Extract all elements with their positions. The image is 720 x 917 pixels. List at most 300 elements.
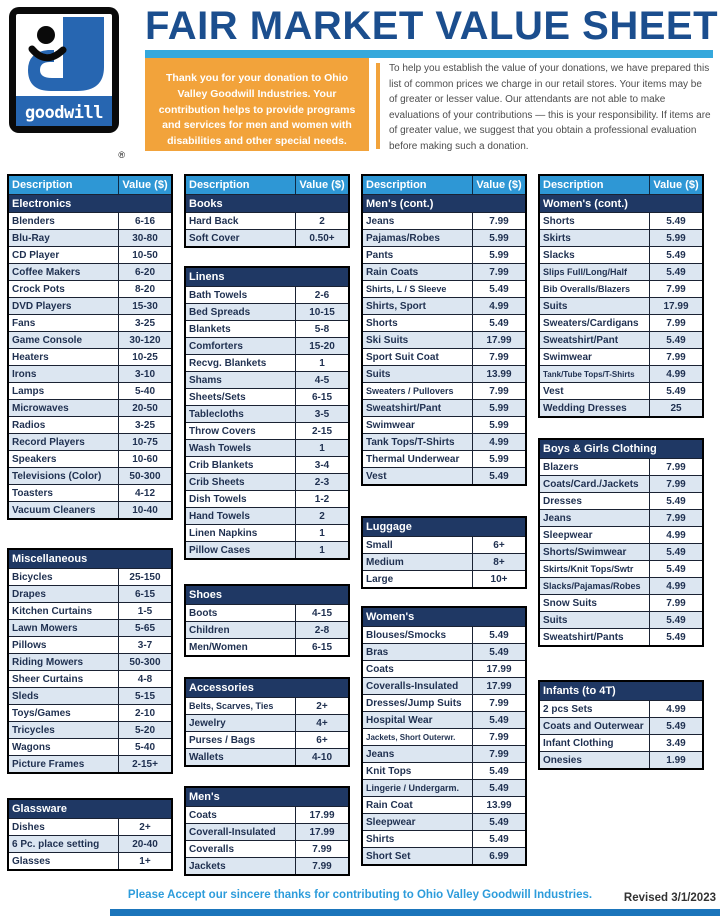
item-description: Microwaves	[12, 402, 69, 414]
item-description: Pants	[366, 249, 394, 261]
item-value: 6-16	[118, 213, 171, 229]
item-description: Wedding Dresses	[543, 402, 627, 414]
item-value: 17.99	[472, 661, 525, 677]
item-value: 4.99	[649, 578, 702, 594]
item-description: Bicycles	[12, 571, 53, 583]
table-row	[363, 382, 525, 399]
item-description: Coats	[189, 809, 217, 821]
item-value: 5.49	[649, 629, 702, 645]
item-value: 5.49	[472, 468, 525, 484]
item-description: Blenders	[12, 215, 55, 227]
table-row	[9, 755, 171, 772]
table-row	[363, 365, 525, 382]
item-value: 17.99	[472, 332, 525, 348]
item-description: Coveralls	[189, 843, 235, 855]
section-header: Electronics	[9, 194, 171, 212]
table-boys-girls-clothing	[538, 438, 704, 647]
item-description: Dish Towels	[189, 493, 247, 505]
item-description: Hard Back	[189, 215, 239, 227]
table-row	[363, 433, 525, 450]
table-luggage	[361, 516, 527, 589]
table-row	[186, 823, 348, 840]
table-row	[9, 467, 171, 484]
table-row	[186, 303, 348, 320]
table-row	[9, 297, 171, 314]
table-row	[9, 852, 171, 869]
table-row	[540, 526, 702, 543]
item-value: 1	[295, 440, 348, 456]
item-description: Sheets/Sets	[189, 391, 246, 403]
item-description: Infant Clothing	[543, 737, 614, 749]
table-row	[540, 314, 702, 331]
item-value: 4.99	[472, 298, 525, 314]
item-value: 5.49	[472, 712, 525, 728]
item-description: Sweaters/Cardigans	[543, 317, 639, 329]
table-row	[186, 857, 348, 874]
column-header-description: Description	[189, 179, 250, 191]
item-value: 5.49	[649, 612, 702, 628]
table-row	[540, 700, 702, 717]
table-row	[186, 806, 348, 823]
item-value: 7.99	[649, 349, 702, 365]
item-value: 10-75	[118, 434, 171, 450]
item-value: 30-80	[118, 230, 171, 246]
item-value: 4-10	[295, 749, 348, 765]
item-value: 7.99	[472, 746, 525, 762]
item-value: 4.99	[649, 527, 702, 543]
item-description: Jeans	[543, 512, 572, 524]
item-value: 5.49	[649, 332, 702, 348]
table-books	[184, 174, 350, 248]
item-description: Shams	[189, 374, 222, 386]
item-value: 30-120	[118, 332, 171, 348]
footer	[0, 885, 720, 903]
item-value: 6-20	[118, 264, 171, 280]
table-row	[540, 263, 702, 280]
item-description: Ski Suits	[366, 334, 409, 346]
table-row	[363, 830, 525, 847]
item-value: 7.99	[295, 841, 348, 857]
table-row	[186, 748, 348, 765]
table-infants-to-4t	[538, 680, 704, 770]
table-row	[540, 628, 702, 645]
goodwill-logo	[7, 5, 125, 160]
item-value: 6-15	[295, 389, 348, 405]
table-row	[540, 717, 702, 734]
item-description: DVD Players	[12, 300, 72, 312]
page-title: FAIR MARKET VALUE SHEET	[145, 4, 719, 48]
item-description: Speakers	[12, 453, 57, 465]
item-value: 7.99	[472, 383, 525, 399]
table-row	[186, 456, 348, 473]
table-row	[186, 405, 348, 422]
table-row	[9, 382, 171, 399]
item-value: 2+	[118, 819, 171, 835]
goodwill-g-smiley-icon	[7, 5, 121, 135]
item-description: Tank/Tube Tops/T-Shirts	[543, 369, 635, 379]
item-value: 3-25	[118, 315, 171, 331]
item-value: 1-2	[295, 491, 348, 507]
item-description: Toys/Games	[12, 707, 71, 719]
column-header-value: Value ($)	[649, 176, 702, 194]
item-description: Thermal Underwear	[366, 453, 460, 465]
section-header: Glassware	[9, 800, 171, 818]
item-value: 8-20	[118, 281, 171, 297]
item-value: 5.49	[649, 247, 702, 263]
item-description: Bath Towels	[189, 289, 248, 301]
title-underline	[145, 50, 713, 58]
table-row	[363, 711, 525, 728]
table-row	[9, 568, 171, 585]
item-description: Shorts	[543, 215, 575, 227]
table-women-s	[361, 606, 527, 866]
table-row	[363, 399, 525, 416]
item-value: 7.99	[649, 595, 702, 611]
item-value: 7.99	[649, 476, 702, 492]
section-header: Linens	[186, 268, 348, 286]
item-description: Soft Cover	[189, 232, 240, 244]
table-row	[9, 450, 171, 467]
item-description: Boots	[189, 607, 218, 619]
table-row	[9, 484, 171, 501]
item-value: 5.99	[472, 230, 525, 246]
item-description: Jeans	[366, 215, 395, 227]
table-row	[186, 621, 348, 638]
table-row	[363, 246, 525, 263]
item-value: 3-10	[118, 366, 171, 382]
item-value: 4+	[295, 715, 348, 731]
item-value: 17.99	[295, 824, 348, 840]
table-row	[186, 212, 348, 229]
item-value: 7.99	[472, 695, 525, 711]
item-description: Dresses	[543, 495, 582, 507]
header	[0, 0, 720, 160]
item-description: Dishes	[12, 821, 45, 833]
table-row	[363, 297, 525, 314]
item-value: 1	[295, 525, 348, 541]
table-row	[363, 536, 525, 553]
item-value: 5.99	[472, 417, 525, 433]
item-description: Fans	[12, 317, 36, 329]
item-description: Large	[366, 573, 394, 585]
section-header: Men's (cont.)	[363, 194, 525, 212]
item-value: 5.49	[649, 383, 702, 399]
item-description: Medium	[366, 556, 404, 568]
table-row	[9, 721, 171, 738]
column-header-description: Description	[366, 179, 427, 191]
item-value: 1	[295, 355, 348, 371]
table-row	[9, 619, 171, 636]
item-value: 7.99	[295, 858, 348, 874]
table-column-headers	[363, 176, 525, 194]
item-description: Snow Suits	[543, 597, 597, 609]
header-right	[145, 4, 719, 154]
item-description: Radios	[12, 419, 46, 431]
table-row	[186, 354, 348, 371]
item-value: 4-5	[295, 372, 348, 388]
item-description: Pillows	[12, 639, 47, 651]
item-value: 1	[295, 542, 348, 558]
item-value: 50-300	[118, 654, 171, 670]
section-header: Women's	[363, 608, 525, 626]
item-value: 4-15	[295, 605, 348, 621]
section-header: Men's	[186, 788, 348, 806]
table-row	[186, 286, 348, 303]
tables-column-4	[538, 174, 704, 770]
tables-column-1	[7, 174, 173, 871]
table-row	[9, 348, 171, 365]
item-value: 5-15	[118, 688, 171, 704]
item-description: Kitchen Curtains	[12, 605, 93, 617]
item-description: Coats	[366, 663, 394, 675]
item-description: Shirts, Sport	[366, 300, 427, 312]
item-value: 20-50	[118, 400, 171, 416]
intro-row	[145, 58, 713, 154]
item-description: Sweatshirt/Pants	[543, 631, 624, 643]
item-description: Onesies	[543, 754, 582, 766]
table-row	[540, 458, 702, 475]
item-value: 7.99	[472, 213, 525, 229]
item-description: Coffee Makers	[12, 266, 81, 278]
item-value: 5.49	[649, 561, 702, 577]
item-value: 2-3	[295, 474, 348, 490]
table-row	[363, 626, 525, 643]
item-description: Bib Overalls/Blazers	[543, 284, 631, 294]
item-value: 7.99	[649, 510, 702, 526]
item-description: Purses / Bags	[189, 734, 256, 746]
item-description: Hospital Wear	[366, 714, 433, 726]
table-row	[363, 467, 525, 484]
table-women-s-cont	[538, 174, 704, 418]
item-description: Sheer Curtains	[12, 673, 84, 685]
table-row	[540, 365, 702, 382]
table-row	[363, 553, 525, 570]
item-value: 5-40	[118, 383, 171, 399]
item-description: Heaters	[12, 351, 49, 363]
item-value: 5.99	[649, 230, 702, 246]
item-description: Short Set	[366, 850, 411, 862]
item-description: 2 pcs Sets	[543, 703, 593, 715]
item-description: Sleepwear	[543, 529, 593, 541]
item-description: Swimwear	[366, 419, 415, 431]
item-value: 8+	[472, 554, 525, 570]
item-description: Comforters	[189, 340, 243, 352]
item-description: Sport Suit Coat	[366, 351, 439, 363]
item-value: 2-8	[295, 622, 348, 638]
item-description: Rain Coats	[366, 266, 419, 278]
item-description: Linen Napkins	[189, 527, 258, 539]
item-description: Men/Women	[189, 641, 248, 653]
item-value: 4.99	[649, 366, 702, 382]
item-description: Game Console	[12, 334, 83, 346]
table-row	[540, 543, 702, 560]
table-column-headers	[9, 176, 171, 194]
table-row	[9, 636, 171, 653]
table-shoes	[184, 584, 350, 657]
column-header-description: Description	[12, 179, 73, 191]
item-description: Crib Blankets	[189, 459, 254, 471]
item-description: Vacuum Cleaners	[12, 504, 96, 516]
item-value: 5.49	[472, 315, 525, 331]
item-value: 10-50	[118, 247, 171, 263]
item-value: 13.99	[472, 797, 525, 813]
table-row	[363, 280, 525, 297]
table-row	[363, 728, 525, 745]
item-description: 6 Pc. place setting	[12, 838, 100, 850]
table-row	[540, 751, 702, 768]
table-row	[9, 331, 171, 348]
table-electronics	[7, 174, 173, 520]
item-description: Sleds	[12, 690, 39, 702]
table-row	[186, 714, 348, 731]
item-value: 5.49	[649, 213, 702, 229]
section-header: Accessories	[186, 679, 348, 697]
tables-column-2	[184, 174, 350, 876]
table-row	[540, 212, 702, 229]
item-value: 7.99	[649, 281, 702, 297]
item-description: Throw Covers	[189, 425, 256, 437]
item-value: 5.49	[472, 814, 525, 830]
item-description: Bed Spreads	[189, 306, 251, 318]
table-row	[540, 229, 702, 246]
table-row	[186, 473, 348, 490]
item-description: Drapes	[12, 588, 46, 600]
item-value: 13.99	[472, 366, 525, 382]
table-miscellaneous	[7, 548, 173, 774]
section-header: Women's (cont.)	[540, 194, 702, 212]
item-description: Lamps	[12, 385, 45, 397]
table-row	[363, 813, 525, 830]
item-value: 10-40	[118, 502, 171, 518]
item-description: Skirts/Knit Tops/Swtr	[543, 564, 634, 574]
item-description: Wallets	[189, 751, 224, 763]
table-row	[540, 348, 702, 365]
tables-grid	[0, 174, 720, 876]
goodwill-wordmark: goodwill	[25, 103, 103, 123]
intro-paragraph: To help you establish the value of your donations, we have prepared this list of common prices we charge in our retail stores. Your items may be of greater or lesser value. Our attendants are not able to make evaluations of your contributions — this is your responsibility. If items are of greater value, we suggest that you obtain a professional evaluation before making such a donation.	[389, 63, 711, 152]
item-value: 7.99	[472, 349, 525, 365]
table-row	[363, 570, 525, 587]
item-value: 6+	[295, 732, 348, 748]
item-description: Knit Tops	[366, 765, 412, 777]
table-row	[186, 507, 348, 524]
item-value: 2	[295, 213, 348, 229]
item-description: Sleepwear	[366, 816, 416, 828]
item-description: Coats and Outerwear	[543, 720, 644, 732]
item-value: 7.99	[649, 315, 702, 331]
item-value: 10+	[472, 571, 525, 587]
item-value: 5.49	[472, 627, 525, 643]
item-value: 5-8	[295, 321, 348, 337]
item-description: Lawn Mowers	[12, 622, 78, 634]
table-row	[363, 847, 525, 864]
item-value: 5.49	[649, 264, 702, 280]
item-description: Hand Towels	[189, 510, 250, 522]
table-row	[9, 501, 171, 518]
table-row	[9, 670, 171, 687]
table-row	[363, 745, 525, 762]
table-row	[363, 331, 525, 348]
item-value: 6.99	[472, 848, 525, 864]
table-row	[9, 229, 171, 246]
table-glassware	[7, 798, 173, 871]
table-row	[9, 399, 171, 416]
item-value: 50-300	[118, 468, 171, 484]
item-description: Shorts	[366, 317, 398, 329]
table-row	[540, 382, 702, 399]
registered-trademark-mark: ®	[118, 150, 125, 160]
item-value: 20-40	[118, 836, 171, 852]
item-description: Shirts	[366, 833, 395, 845]
table-accessories	[184, 677, 350, 767]
item-description: Televisions (Color)	[12, 470, 102, 482]
table-row	[186, 731, 348, 748]
table-row	[540, 577, 702, 594]
item-description: Suits	[543, 614, 568, 626]
item-value: 5-20	[118, 722, 171, 738]
item-value: 2+	[295, 698, 348, 714]
item-value: 3-5	[295, 406, 348, 422]
item-value: 2	[295, 508, 348, 524]
table-row	[540, 399, 702, 416]
table-row	[540, 246, 702, 263]
item-description: Shirts, L / S Sleeve	[366, 284, 447, 294]
item-value: 4-8	[118, 671, 171, 687]
item-description: Glasses	[12, 855, 51, 867]
table-row	[540, 594, 702, 611]
item-description: Vest	[543, 385, 564, 397]
table-row	[9, 704, 171, 721]
item-description: Slacks/Pajamas/Robes	[543, 581, 641, 591]
table-row	[186, 524, 348, 541]
table-row	[363, 694, 525, 711]
column-header-description: Description	[543, 179, 604, 191]
table-row	[186, 604, 348, 621]
item-value: 10-25	[118, 349, 171, 365]
section-header: Miscellaneous	[9, 550, 171, 568]
table-column-headers	[540, 176, 702, 194]
item-value: 0.50+	[295, 230, 348, 246]
item-value: 5.99	[472, 451, 525, 467]
item-value: 17.99	[649, 298, 702, 314]
item-description: Children	[189, 624, 230, 636]
table-row	[9, 602, 171, 619]
item-description: Suits	[543, 300, 568, 312]
item-value: 15-20	[295, 338, 348, 354]
footer-revised-date: Revised 3/1/2023	[623, 892, 716, 904]
table-row	[186, 371, 348, 388]
section-header: Luggage	[363, 518, 525, 536]
item-value: 2-15	[295, 423, 348, 439]
table-row	[363, 779, 525, 796]
table-row	[540, 492, 702, 509]
table-column-headers	[186, 176, 348, 194]
item-value: 2-10	[118, 705, 171, 721]
item-description: Jackets, Short Outerwr.	[366, 732, 456, 742]
table-row	[363, 229, 525, 246]
table-row	[9, 416, 171, 433]
table-row	[9, 314, 171, 331]
bottom-accent-bar	[110, 909, 720, 916]
table-row	[9, 433, 171, 450]
table-row	[9, 738, 171, 755]
item-value: 25	[649, 400, 702, 416]
item-description: Picture Frames	[12, 758, 85, 770]
item-description: Rain Coat	[366, 799, 413, 811]
item-description: Blankets	[189, 323, 231, 335]
item-value: 1+	[118, 853, 171, 869]
item-description: Jewelry	[189, 717, 226, 729]
